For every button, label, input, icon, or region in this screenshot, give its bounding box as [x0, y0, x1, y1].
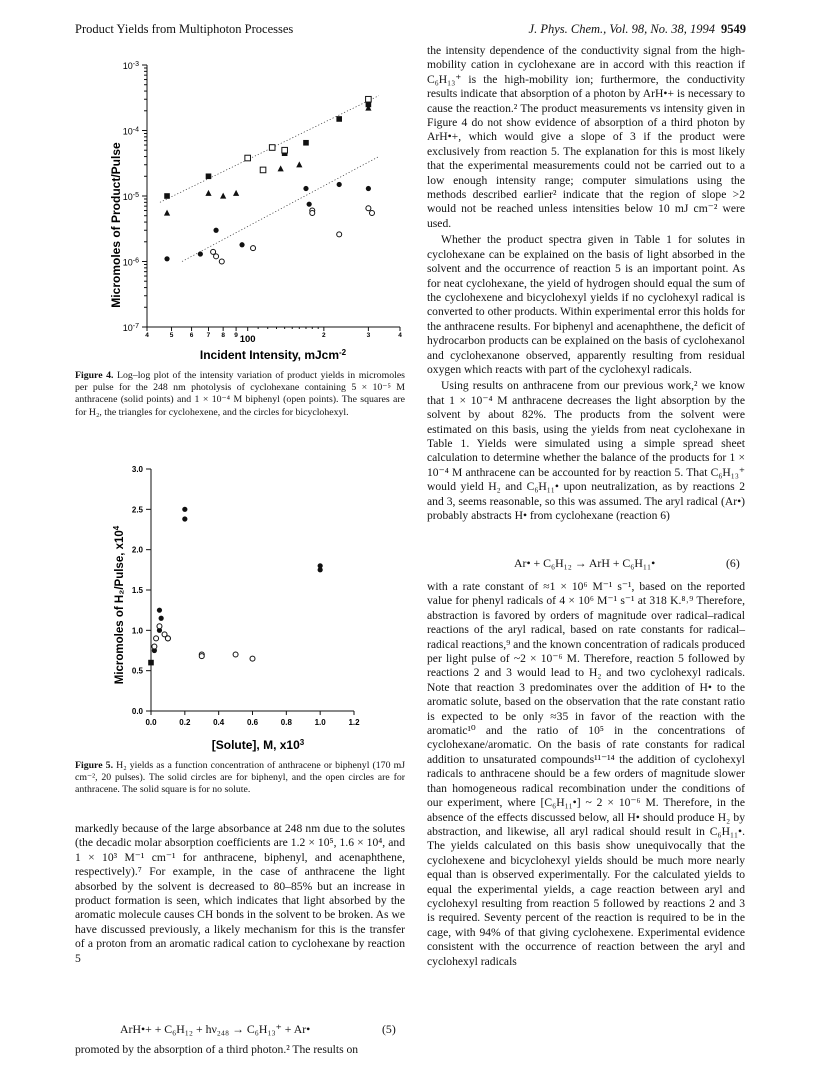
- figure-5-x-tick-label: 0.8: [280, 718, 292, 727]
- figure-4-data-point: [206, 173, 212, 179]
- equation-5: ArH•+ + C₆H₁₂ + hν₂₄₈ → C₆H₁₃⁺ + Ar•: [120, 1022, 311, 1036]
- figure-5-y-tick-label: 0.5: [131, 666, 143, 676]
- figure-4-fit-line: [182, 157, 379, 262]
- figure-5-data-point: [159, 616, 164, 621]
- figure-5-data-point: [154, 636, 159, 641]
- figure-5-data-point: [157, 608, 162, 613]
- equation-6: Ar• + C₆H₁₂ → ArH + C₆H₁₁•: [514, 556, 656, 570]
- figure-4-x-tick-label: 8: [221, 332, 225, 339]
- right-column-text: [427, 44, 745, 523]
- figure-5-data-point: [182, 516, 187, 521]
- figure-4-data-point: [164, 256, 169, 261]
- figure-5-data-point: [199, 654, 204, 659]
- figure-5-data-point: [182, 507, 187, 512]
- figure-5-ylabel: Micromoles of H₂/Pulse, $x10^4$: [111, 525, 126, 685]
- figure-5-y-tick-label: 1.5: [131, 586, 143, 595]
- figure-4-data-point: [205, 190, 211, 196]
- figure-4-data-point: [307, 202, 312, 207]
- running-header-journal: [529, 22, 746, 37]
- figure-4-xlabel: Incident Intensity, mJcm$^{-2}$: [199, 347, 347, 362]
- figure-4-caption-label: Figure 4.: [75, 370, 114, 381]
- figure-4-x-tick-label: 5: [169, 332, 174, 339]
- figure-5-data-point: [233, 652, 238, 657]
- right-paragraph-1: the intensity dependence of the conductivity signal from the high-mobility cation in cyclohexane are in accord with this reaction if C₆H₁₃⁺ is the high-mobility ion; furthermore, the conductivity results indicate that absorption of a photon by ArH•+ is necessary to cause the reaction.² The product measurements vs intensity given in Figure 4 do not show evidence of absorption of a third photon by ArH•+, which would give a slope of 3 if the product were exclusively from reaction 5. The explanation for this is most likely that the experimental measurements could not be carried out to a low enough intensity range; computer simulations using the methods described earlier² indicate that the region of slope >2 would not be reached unless intensities below 10 mJ cm⁻² were used.: [427, 44, 745, 230]
- right-paragraph-4: with a rate constant of ≈1 × 10⁶ M⁻¹ s⁻¹, based on the reported value for phenyl radicals of 4 × 10⁶ M⁻¹ s⁻¹ at 318 K.⁸˒⁹ Therefore, abstraction is favored by orders of magnitude over radical–radical reactions of the aryl radical, based on rate constants for radical–radical reactions,⁹ and the known concentration of radicals produced per light pulse of ~2 × 10⁻⁶ M. Therefore, reaction 5 followed by reactions 2 and 3 would lead to H₂ and two cyclohexyl radicals. Note that reaction 3 predominates over the addition of H• to the aromatic solute, based on the observation that the rate constant ratio is expected to be only ≈35 in favor of the reaction with the aromatic¹⁰ and the ratio of 10⁵ in the concentrations of cyclohexane/aromatic. On the basis of rate constants for radical addition to unsaturated compounds¹¹⁻¹⁴ the addition of cyclohexyl radicals to anthracene should be a few orders of magnitude slower than homogeneous radical recombination under the conditions of our experiment, where [C₆H₁₁•] ~ 2 × 10⁻⁶ M. Therefore, in the absence of the effects discussed below, all H• should produce H₂ by abstraction, and likewise, all aryl radical should result in C₆H₁₁•. The yields calculated on this basis show unequivocally that the cyclohexene and bicyclohexyl yields should be much more nearly equal than is observed experimentally. For the calculated yields to equal the experimental yields, a cage reaction between aryl and cyclohexyl resulting from reaction 5 followed by reactions 2 and 3 is required. Seventy percent of the reaction is required to be in the cage, with 94% of that giving cyclohexene. Experimental evidence consistent with the occurrence of reaction between the aryl and cyclohexyl radicals: [427, 580, 745, 968]
- right-paragraph-3: Using results on anthracene from our previous work,² we know that 1 × 10⁻⁴ M anthracene decreases the light absorption by the solvent by about 82%. The products from the solvent were estimated on this basis, using the yields from neat cyclohexane in Table 1. Yields were simulated using a simple spread sheet calculation to determine whether the balance of the products for 1 × 10⁻⁴ M anthracene can be accounted for by reaction 5. That C₆H₁₃⁺ would yield H₂ and C₆H₁₁• upon neutralization, as by reactions 2 and 3, seems reasonable, so this was assumed. The aryl radical (Ar•) probably abstracts H• from cyclohexane (reaction 6): [427, 379, 745, 522]
- figure-5-x-tick-label: 1.0: [314, 718, 326, 727]
- figure-4-y-tick-label: $10^{-6}$: [122, 257, 139, 268]
- figure-5-caption-text: H₂ yields as a function concentration of anthracene or biphenyl (170 mJ cm⁻², 20 pulses). The solid circles are for biphenyl, and the open circles are for anthracene. The solid square is for no solute.: [75, 760, 406, 796]
- figure-4-x-tick-label: 9: [234, 332, 238, 339]
- figure-4-data-point: [366, 186, 371, 191]
- figure-4-caption-text: Log–log plot of the intensity variation of product yields in micromoles per pulse for the 248 nm photolysis of cyclohexane containing 5 × 10⁻⁵ M anthracene (solid points) and 1 × 10⁻⁴ M biphenyl (open points). The squares are for H₂, the triangles for cyclohexene, and the circles for bicyclohexyl.: [75, 370, 405, 418]
- figure-4-x-tick-label: 3: [366, 332, 371, 339]
- figure-5-x-tick-label: 0.6: [246, 718, 259, 727]
- figure-4-data-point: [303, 186, 308, 191]
- left-paragraph-1: markedly because of the large absorbance at 248 nm due to the solutes (the decadic molar absorption coefficients are 1.2 × 10⁵, 1.6 × 10⁴, and 1 × 10³ M⁻¹ cm⁻¹ for anthracene, biphenyl, and acenaphthene, respectively).⁷ For example, in the case of anthracene the light absorbed by the solvent is decreased to 80–85% but an increase in product formation is seen, which indicates that light absorbed by the aromatic molecule causes CH bonds in the solvent to be broken. As we have discussed previously, a likely mechanism for this is the transfer of a proton from an aromatic radical cation to cyclohexane by reaction 5: [75, 822, 405, 965]
- figure-5-x-tick-label: 0.0: [145, 718, 157, 727]
- figure-4-x-tick-label: 4: [145, 332, 149, 339]
- figure-4-data-point: [336, 116, 342, 122]
- left-column-text-end: [75, 1043, 405, 1057]
- figure-5-data-point: [318, 567, 323, 572]
- figure-4-data-point: [303, 140, 309, 146]
- figure-4-data-point: [219, 259, 224, 264]
- figure-4-data-point: [239, 242, 244, 247]
- figure-5-y-tick-label: 2.5: [131, 505, 143, 515]
- figure-5-caption: [75, 760, 405, 797]
- figure-4-loglog-plot: [75, 50, 405, 370]
- figure-5-y-tick-label: 0.0: [131, 707, 143, 716]
- figure-5-x-tick-label: 1.2: [348, 718, 360, 727]
- figure-5-scatter-plot: [75, 440, 405, 780]
- figure-4-data-point: [164, 193, 170, 199]
- figure-5-data-point: [165, 636, 170, 641]
- figure-4-x-tick-label: 7: [206, 332, 211, 339]
- right-column-text-2: [427, 580, 745, 969]
- journal-citation: J. Phys. Chem., Vol. 98, No. 38, 1994: [528, 22, 715, 36]
- figure-4-y-tick-label: $10^{-7}$: [122, 322, 139, 333]
- figure-4-caption: [75, 370, 405, 419]
- figure-5-data-point: [152, 644, 157, 649]
- figure-4-data-point: [269, 145, 275, 151]
- figure-4-x-tick-label: 4: [398, 332, 402, 339]
- figure-4-data-point: [233, 190, 239, 196]
- figure-4-data-point: [337, 232, 342, 237]
- figure-4-x-tick-label: 100: [239, 334, 256, 345]
- figure-5-data-point: [157, 624, 162, 629]
- figure-5-data-point: [148, 660, 154, 666]
- figure-4-y-tick-label: $10^{-4}$: [122, 126, 139, 137]
- figure-4-y-tick-label: $10^{-3}$: [122, 60, 139, 71]
- figure-5-data-point: [250, 656, 255, 661]
- figure-4-data-point: [296, 161, 302, 167]
- figure-4-data-point: [282, 147, 288, 153]
- figure-4-data-point: [366, 206, 371, 211]
- figure-4-x-tick-label: 2: [322, 332, 326, 339]
- figure-4-data-point: [260, 167, 266, 173]
- figure-4-data-point: [213, 228, 218, 233]
- figure-4-y-tick-label: $10^{-5}$: [122, 191, 139, 202]
- figure-4-ylabel: Micromoles of Product/Pulse: [109, 142, 123, 308]
- running-header-title: Product Yields from Multiphoton Processes: [75, 22, 294, 36]
- figure-4-data-point: [366, 96, 372, 102]
- figure-4-data-point: [278, 165, 284, 171]
- figure-5-caption-label: Figure 5.: [75, 760, 114, 771]
- figure-4-data-point: [251, 246, 256, 251]
- figure-4-data-point: [220, 193, 226, 199]
- figure-4-data-point: [198, 251, 203, 256]
- figure-4-data-point: [245, 155, 251, 161]
- figure-5-y-tick-label: 2.0: [131, 545, 143, 555]
- figure-5-x-tick-label: 0.4: [213, 718, 225, 727]
- figure-5-x-tick-label: 0.2: [179, 718, 191, 727]
- figure-4-x-tick-label: 6: [189, 332, 194, 339]
- left-column-text: [75, 822, 405, 966]
- page-number: 9549: [721, 22, 746, 36]
- figure-4-data-point: [214, 254, 219, 259]
- figure-4-data-point: [369, 211, 374, 216]
- figure-4-data-point: [310, 211, 315, 216]
- figure-4-data-point: [337, 182, 342, 187]
- equation-5-number: (5): [382, 1022, 396, 1036]
- figure-5-y-tick-label: 1.0: [131, 626, 143, 636]
- left-paragraph-2: promoted by the absorption of a third photon.² The results on: [75, 1043, 359, 1056]
- figure-5-y-tick-label: 3.0: [131, 465, 143, 474]
- figure-5-xlabel: [Solute], M, $x10^3$: [211, 737, 305, 752]
- right-paragraph-2: Whether the product spectra given in Table 1 for solutes in cyclohexane can be explained on the basis of light absorbed in the solvent and the occurrence of reaction 5 is an important point. As for neat cyclohexane, the yield of hydrogen should equal the sum of the cyclohexene and bicyclohexyl yields if no cyclohexyl radical is converted to other products. Within experimental error this holds for the anthracene results. For biphenyl and acenaphthene, the deficit of hydrocarbon products can be explained on the basis of cyclohexanol and cyclohexanone observed, apparently resulting from residual oxygen which reacts with part of the cyclohexyl radicals.: [427, 233, 745, 376]
- figure-4-data-point: [164, 210, 170, 216]
- equation-6-number: (6): [726, 556, 740, 570]
